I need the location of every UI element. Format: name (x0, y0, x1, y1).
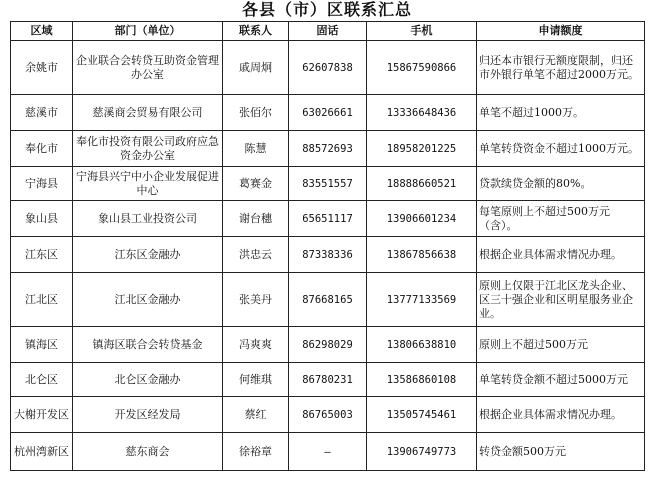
cell-mobile: 18958201225 (367, 131, 477, 167)
cell-dept: 宁海县兴宁中小企业发展促进中心 (73, 167, 223, 201)
header-phone: 固话 (289, 22, 367, 41)
cell-region: 杭州湾新区 (11, 433, 73, 471)
table-row (11, 327, 645, 363)
cell-phone: 87338336 (289, 237, 367, 273)
cell-phone: 88572693 (289, 131, 367, 167)
cell-contact: 葛赛金 (223, 167, 289, 201)
table-row (11, 95, 645, 131)
header-contact: 联系人 (223, 22, 289, 41)
cell-mobile: 13906749773 (367, 433, 477, 471)
cell-region: 镇海区 (11, 327, 73, 363)
header-dept: 部门（单位） (73, 22, 223, 41)
cell-dept: 镇海区联合会转贷基金 (73, 327, 223, 363)
cell-contact: 戚周炯 (223, 41, 289, 95)
cell-dept: 象山县工业投资公司 (73, 201, 223, 237)
cell-dept: 慈溪商会贸易有限公司 (73, 95, 223, 131)
cell-phone: 63026661 (289, 95, 367, 131)
cell-region: 江东区 (11, 237, 73, 273)
table-row (11, 167, 645, 201)
table-row (11, 363, 645, 397)
header-mobile: 手机 (367, 22, 477, 41)
cell-phone: 86765003 (289, 397, 367, 433)
cell-mobile: 15867590866 (367, 41, 477, 95)
table-row (11, 433, 645, 471)
cell-phone: 62607838 (289, 41, 367, 95)
cell-phone: 86298029 (289, 327, 367, 363)
cell-contact: 张美丹 (223, 273, 289, 327)
cell-quota: 原则上仅限于江北区龙头企业、区三十强企业和区明星服务业企业。 (477, 273, 645, 327)
cell-phone: 87668165 (289, 273, 367, 327)
cell-contact: 陈慧 (223, 131, 289, 167)
cell-region: 慈溪市 (11, 95, 73, 131)
cell-region: 江北区 (11, 273, 73, 327)
table-header-row (11, 22, 645, 41)
cell-region: 象山县 (11, 201, 73, 237)
cell-quota: 单笔转贷资金不超过1000万元。 (477, 131, 645, 167)
table-body (11, 41, 645, 471)
cell-dept: 北仑区金融办 (73, 363, 223, 397)
table-row (11, 237, 645, 273)
cell-mobile: 13806638810 (367, 327, 477, 363)
cell-contact: 张佰尔 (223, 95, 289, 131)
table-row (11, 397, 645, 433)
cell-mobile: 13777133569 (367, 273, 477, 327)
cell-quota: 每笔原则上不超过500万元（含）。 (477, 201, 645, 237)
cell-contact: 何维琪 (223, 363, 289, 397)
header-region: 区域 (11, 22, 73, 41)
table-row (11, 201, 645, 237)
cell-dept: 江东区金融办 (73, 237, 223, 273)
cell-region: 奉化市 (11, 131, 73, 167)
cell-quota: 单笔转贷金额不超过5000万元 (477, 363, 645, 397)
cell-dept: 开发区经发局 (73, 397, 223, 433)
cell-phone: — (289, 433, 367, 471)
cell-quota: 单笔不超过1000万。 (477, 95, 645, 131)
cell-quota: 原则上不超过500万元 (477, 327, 645, 363)
contact-table (10, 21, 645, 471)
cell-quota: 贷款续贷金额的80%。 (477, 167, 645, 201)
cell-region: 北仑区 (11, 363, 73, 397)
cell-dept: 企业联合会转贷互助资金管理办公室 (73, 41, 223, 95)
cell-mobile: 13867856638 (367, 237, 477, 273)
cell-contact: 谢台穗 (223, 201, 289, 237)
cell-dept: 慈东商会 (73, 433, 223, 471)
cell-region: 宁海县 (11, 167, 73, 201)
cell-contact: 蔡红 (223, 397, 289, 433)
cell-dept: 江北区金融办 (73, 273, 223, 327)
cell-contact: 洪忠云 (223, 237, 289, 273)
table-row (11, 41, 645, 95)
table-row (11, 273, 645, 327)
cell-quota: 归还本市银行无额度限制，归还市外银行单笔不超过2000万元。 (477, 41, 645, 95)
cell-mobile: 18888660521 (367, 167, 477, 201)
cell-mobile: 13906601234 (367, 201, 477, 237)
header-quota: 申请额度 (477, 22, 645, 41)
page-title: 各县（市）区联系汇总 (241, 0, 412, 19)
cell-quota: 转贷金额500万元 (477, 433, 645, 471)
cell-phone: 65651117 (289, 201, 367, 237)
cell-quota: 根据企业具体需求情况办理。 (477, 397, 645, 433)
cell-contact: 冯爽爽 (223, 327, 289, 363)
cell-mobile: 13336648436 (367, 95, 477, 131)
cell-region: 大榭开发区 (11, 397, 73, 433)
cell-dept: 奉化市投资有限公司政府应急资金办公室 (73, 131, 223, 167)
cell-phone: 83551557 (289, 167, 367, 201)
cell-quota: 根据企业具体需求情况办理。 (477, 237, 645, 273)
table-row (11, 131, 645, 167)
cell-region: 余姚市 (11, 41, 73, 95)
cell-mobile: 13586860108 (367, 363, 477, 397)
cell-contact: 徐裕章 (223, 433, 289, 471)
cell-phone: 86780231 (289, 363, 367, 397)
cell-mobile: 13505745461 (367, 397, 477, 433)
